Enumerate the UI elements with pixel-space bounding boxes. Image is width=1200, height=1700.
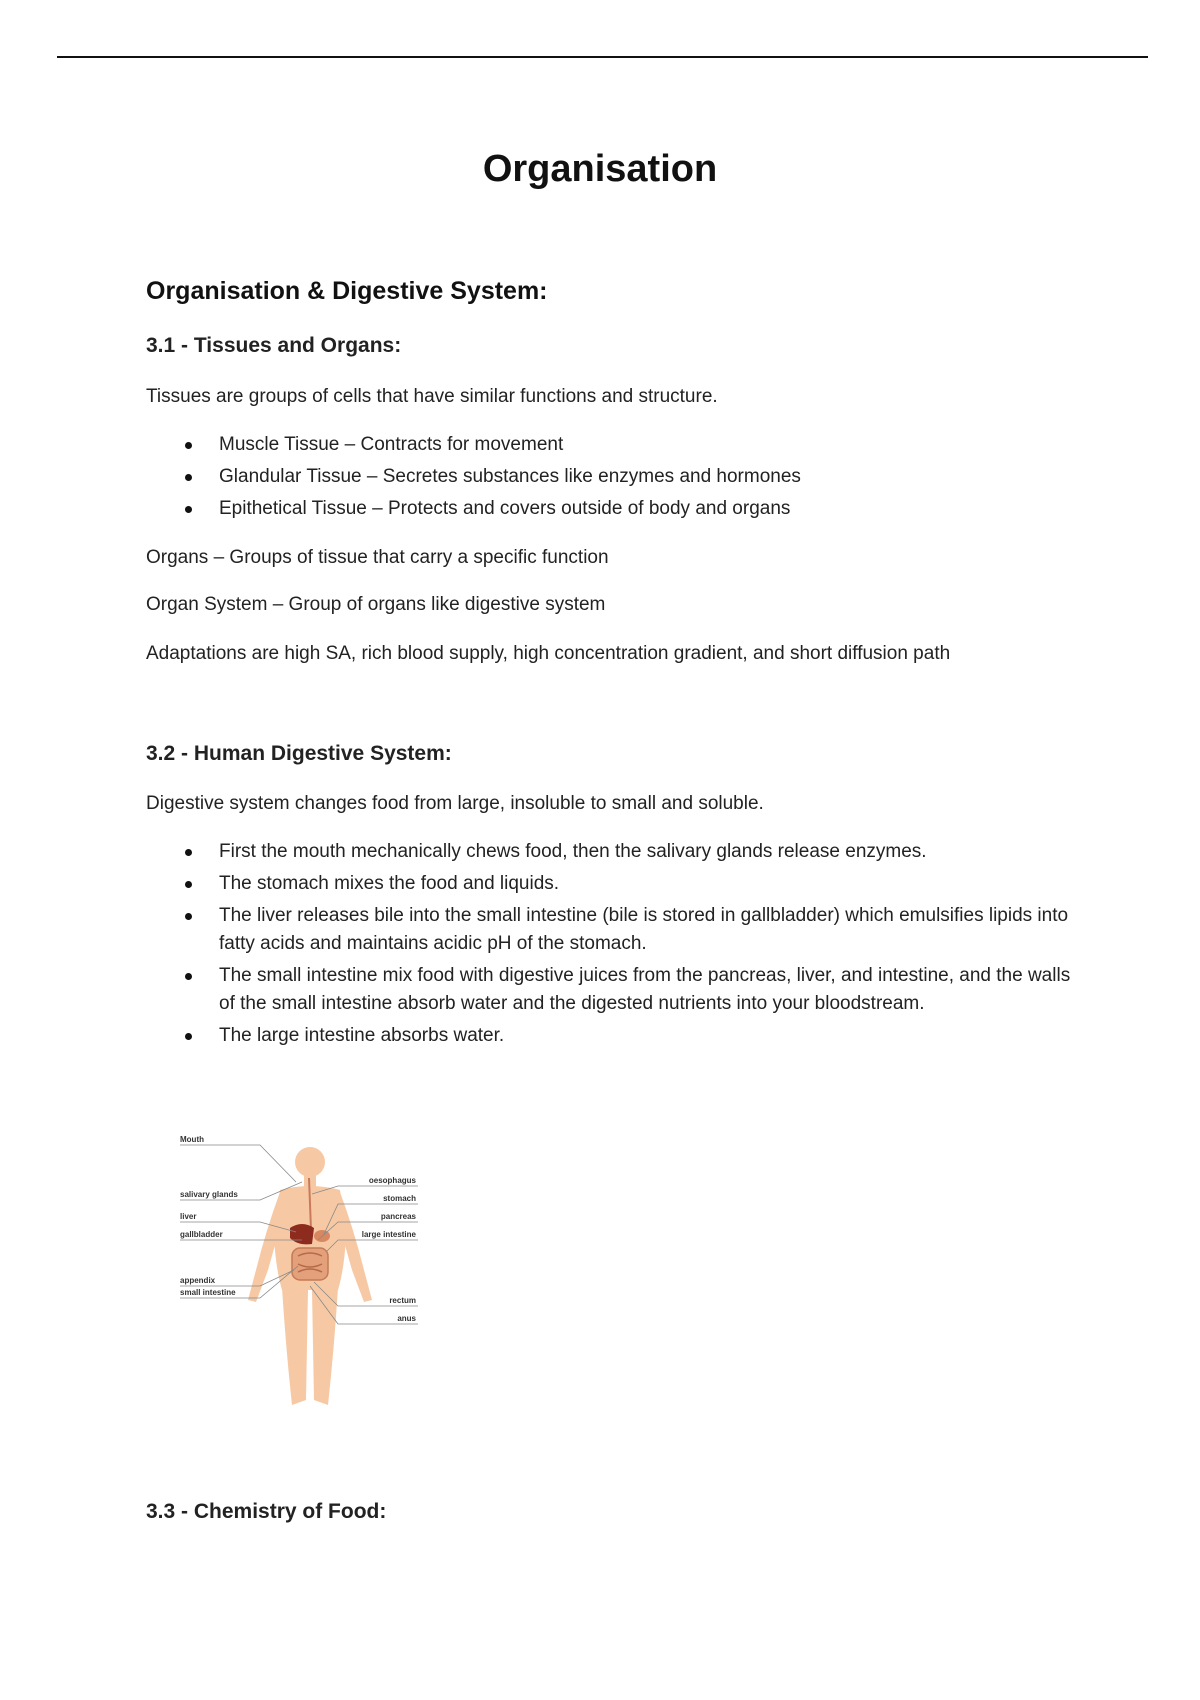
list-item-text: The liver releases bile into the small intestine (bile is stored in gallbladder) which emulsifies lipids into fatty acids and maintains acidic pH of the stomach. — [219, 905, 1069, 954]
adaptations-text: Adaptations are high SA, rich blood supply, high concentration gradient, and short diffusion path — [146, 643, 951, 664]
list-item-text: First the mouth mechanically chews food, then the salivary glands release enzymes. — [219, 841, 927, 862]
subheading-3-3: 3.3 - Chemistry of Food: — [146, 1500, 387, 1523]
list-item-text: The stomach mixes the food and liquids. — [219, 873, 560, 894]
section-heading: Organisation & Digestive System: — [146, 277, 548, 305]
digestive-list — [146, 838, 1086, 1054]
list-item-text: Glandular Tissue – Secretes substances like enzymes and hormones — [219, 466, 801, 487]
diagram-label-large-intestine: large intestine — [361, 1230, 416, 1239]
list-item — [146, 838, 1086, 866]
diagram-label-pancreas: pancreas — [380, 1212, 416, 1221]
right-leg-shape — [312, 1288, 338, 1405]
diagram-label-stomach: stomach — [383, 1194, 416, 1203]
list-item — [146, 463, 1086, 491]
bullet-dot — [185, 973, 192, 980]
list-item — [146, 1022, 1086, 1050]
list-item-text: The small intestine mix food with digestive juices from the pancreas, liver, and intestine, and the walls of the small intestine absorb water and the digested nutrients into your bloodstream. — [219, 965, 1071, 1014]
list-item-text: Muscle Tissue – Contracts for movement — [219, 434, 564, 455]
list-item — [146, 495, 1086, 523]
list-item — [146, 962, 1086, 1018]
top-rule — [57, 56, 1148, 58]
diagram-label-oesophagus: oesophagus — [368, 1176, 416, 1185]
diagram-label-mouth: Mouth — [180, 1135, 204, 1144]
subheading-3-1: 3.1 - Tissues and Organs: — [146, 334, 402, 357]
diagram-label-liver: liver — [180, 1212, 197, 1221]
organ-system-definition: Organ System – Group of organs like digestive system — [146, 594, 606, 615]
organs-definition: Organs – Groups of tissue that carry a specific function — [146, 547, 609, 568]
subheading-3-2: 3.2 - Human Digestive System: — [146, 742, 452, 765]
diagram-label-salivary-glands: salivary glands — [180, 1190, 238, 1199]
list-item-text: Epithetical Tissue – Protects and covers outside of body and organs — [219, 498, 791, 519]
bullet-dot — [185, 1033, 192, 1040]
head-shape — [295, 1147, 325, 1177]
page-title: Organisation — [482, 148, 718, 190]
tissue-list — [146, 431, 1086, 527]
bullet-dot — [185, 474, 192, 481]
diagram-label-gallbladder: gallbladder — [180, 1230, 223, 1239]
tissues-intro: Tissues are groups of cells that have similar functions and structure. — [146, 386, 718, 407]
digestive-intro: Digestive system changes food from large, insoluble to small and soluble. — [146, 793, 764, 814]
bullet-dot — [185, 913, 192, 920]
diagram-label-small-intestine: small intestine — [180, 1288, 236, 1297]
bullet-dot — [185, 506, 192, 513]
left-leg-shape — [282, 1288, 308, 1405]
diagram-label-anus: anus — [397, 1314, 416, 1323]
bullet-dot — [185, 442, 192, 449]
diagram-label-appendix: appendix — [180, 1276, 216, 1285]
bullet-dot — [185, 881, 192, 888]
diagram-label-rectum: rectum — [389, 1296, 416, 1305]
list-item — [146, 870, 1086, 898]
list-item — [146, 902, 1086, 958]
digestive-system-diagram — [178, 1120, 418, 1420]
list-item-text: The large intestine absorbs water. — [219, 1025, 505, 1046]
list-item — [146, 431, 1086, 459]
bullet-dot — [185, 849, 192, 856]
